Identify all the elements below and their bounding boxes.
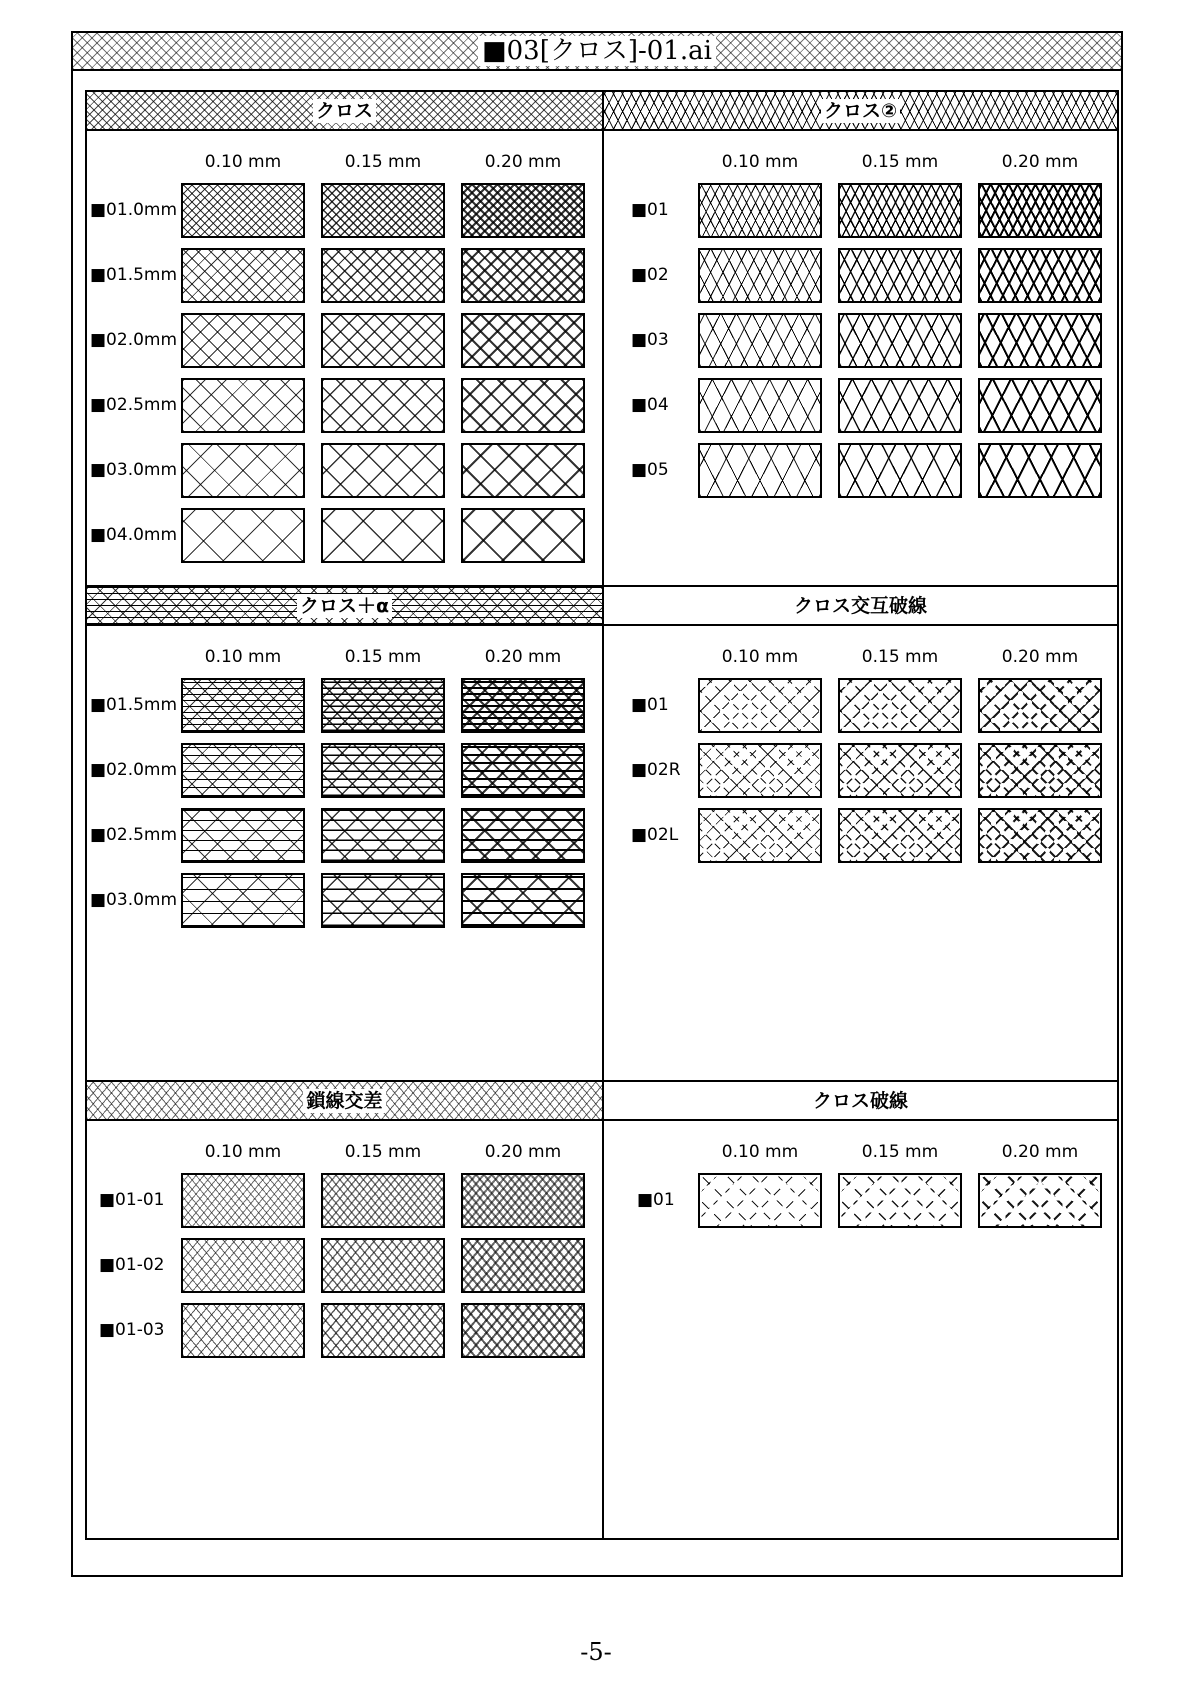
pattern-swatch [978,183,1102,238]
page-number: -5- [580,1638,612,1666]
section-header [604,92,1117,131]
column-label: 0.15 mm [344,1142,422,1162]
pattern-swatch [181,1173,305,1228]
pattern-swatch [461,1303,585,1358]
row-label: ■02.0mm [90,760,178,780]
pattern-swatch [181,313,305,368]
section-header [604,1082,1117,1121]
pattern-swatch [321,1238,445,1293]
pattern-swatch [838,1173,962,1228]
row-label: ■02.0mm [90,330,178,350]
row-label: ■03.0mm [90,460,178,480]
pattern-swatch [978,678,1102,733]
row-label: ■01-01 [99,1190,165,1210]
column-label: 0.10 mm [721,647,799,667]
row-label: ■02R [631,760,681,780]
row-label: ■01 [631,695,669,715]
pattern-swatch [181,678,305,733]
row-label: ■01-03 [99,1320,165,1340]
pattern-swatch [321,378,445,433]
row-label: ■01 [637,1190,675,1210]
pattern-section [85,90,602,585]
pattern-section [602,585,1119,1080]
pattern-swatch [181,743,305,798]
pattern-swatch [321,743,445,798]
column-label: 0.20 mm [1001,152,1079,172]
pattern-swatch [978,443,1102,498]
row-label: ■01-02 [99,1255,165,1275]
pattern-swatch [461,1173,585,1228]
pattern-swatch [698,743,822,798]
section-title: クロス [313,99,376,123]
column-label: 0.15 mm [861,152,939,172]
pattern-swatch [461,378,585,433]
row-label: ■03 [631,330,669,350]
pattern-swatch [838,313,962,368]
pattern-swatch [461,313,585,368]
section-title: クロス② [821,99,900,123]
pattern-section [602,90,1119,585]
column-label: 0.15 mm [344,152,422,172]
pattern-swatch [461,443,585,498]
row-label: ■02.5mm [90,825,178,845]
row-label: ■02.5mm [90,395,178,415]
pattern-swatch [181,508,305,563]
pattern-swatch [181,1303,305,1358]
row-label: ■01.0mm [90,200,178,220]
pattern-section [602,1080,1119,1540]
pattern-swatch [461,678,585,733]
pattern-swatch [181,808,305,863]
pattern-swatch [461,808,585,863]
pattern-swatch [321,1173,445,1228]
pattern-swatch [181,378,305,433]
row-label: ■05 [631,460,669,480]
pattern-swatch [978,313,1102,368]
pattern-swatch [321,1303,445,1358]
section-header [87,1082,602,1121]
pattern-swatch [321,678,445,733]
pattern-swatch [838,808,962,863]
pattern-swatch [978,248,1102,303]
pattern-swatch [838,743,962,798]
section-title: クロス＋α [297,594,392,618]
column-label: 0.10 mm [204,152,282,172]
column-label: 0.20 mm [484,152,562,172]
pattern-swatch [698,378,822,433]
column-label: 0.10 mm [721,1142,799,1162]
section-title: 鎖線交差 [303,1089,385,1113]
pattern-swatch [978,808,1102,863]
pattern-swatch [461,183,585,238]
pattern-swatch [978,743,1102,798]
section-header [604,587,1117,626]
pattern-swatch [698,1173,822,1228]
column-label: 0.10 mm [721,152,799,172]
pattern-swatch [461,1238,585,1293]
pattern-swatch [321,808,445,863]
row-label: ■01.5mm [90,265,178,285]
row-label: ■03.0mm [90,890,178,910]
pattern-swatch [321,183,445,238]
pattern-swatch [461,743,585,798]
pattern-swatch [321,248,445,303]
pattern-section [85,585,602,1080]
column-label: 0.10 mm [204,1142,282,1162]
row-label: ■04.0mm [90,525,178,545]
pattern-section [85,1080,602,1540]
pattern-swatch [181,183,305,238]
pattern-swatch [698,183,822,238]
pattern-swatch [461,873,585,928]
pattern-swatch [838,378,962,433]
pattern-swatch [838,248,962,303]
pattern-swatch [181,248,305,303]
pattern-swatch [698,678,822,733]
column-label: 0.20 mm [484,1142,562,1162]
pattern-swatch [698,443,822,498]
pattern-swatch [321,313,445,368]
pattern-swatch [461,508,585,563]
row-label: ■02L [631,825,679,845]
column-label: 0.10 mm [204,647,282,667]
pattern-swatch [838,183,962,238]
pattern-swatch [698,313,822,368]
pattern-swatch [698,248,822,303]
pattern-swatch [461,248,585,303]
pattern-swatch [181,873,305,928]
column-label: 0.20 mm [1001,647,1079,667]
column-label: 0.15 mm [861,1142,939,1162]
pattern-swatch [978,378,1102,433]
row-label: ■01 [631,200,669,220]
section-title: クロス破線 [810,1089,911,1113]
row-label: ■01.5mm [90,695,178,715]
pattern-swatch [838,678,962,733]
pattern-swatch [838,443,962,498]
pattern-swatch [321,873,445,928]
section-title: クロス交互破線 [791,594,930,618]
column-label: 0.15 mm [861,647,939,667]
pattern-swatch [181,443,305,498]
document-header [73,33,1121,71]
pattern-swatch [321,508,445,563]
section-header [87,587,602,626]
column-label: 0.20 mm [484,647,562,667]
row-label: ■02 [631,265,669,285]
section-header [87,92,602,131]
column-label: 0.15 mm [344,647,422,667]
pattern-swatch [321,443,445,498]
pattern-swatch [698,808,822,863]
document-title: ■03[クロス]-01.ai [478,36,716,66]
row-label: ■04 [631,395,669,415]
column-label: 0.20 mm [1001,1142,1079,1162]
pattern-swatch [978,1173,1102,1228]
pattern-swatch [181,1238,305,1293]
